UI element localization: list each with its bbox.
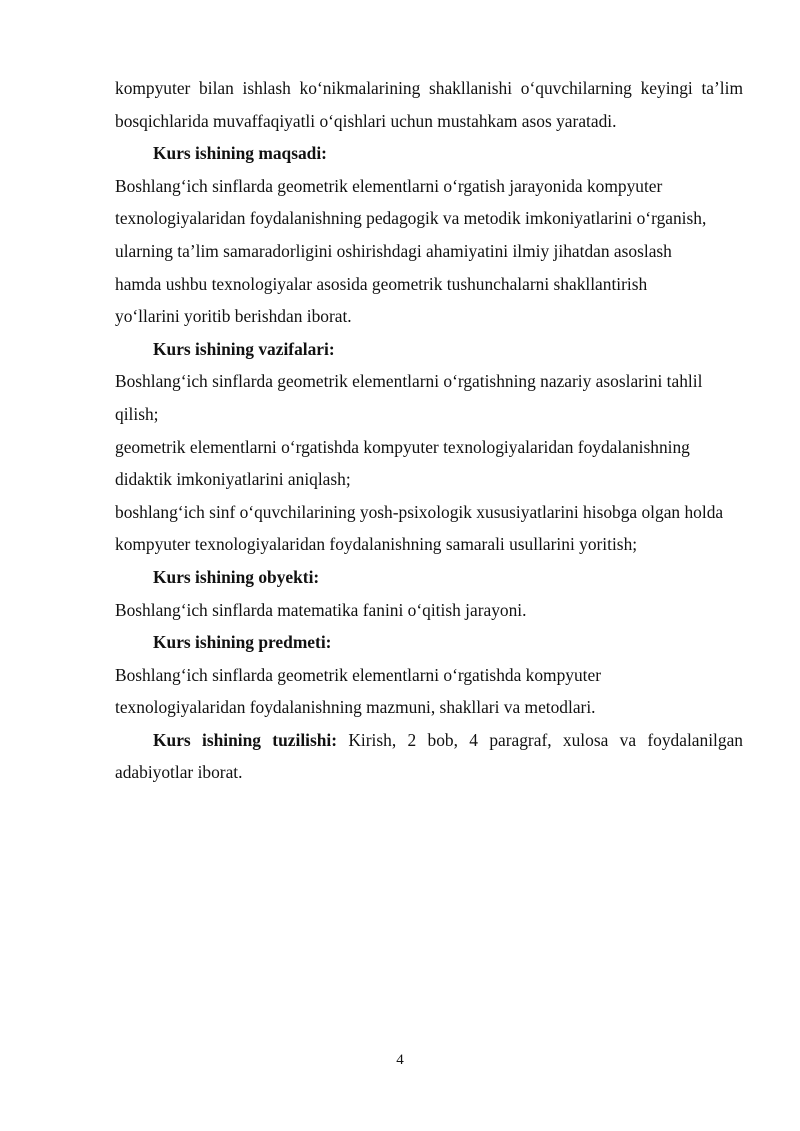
task-item-1: Boshlang‘ich sinflarda geometrik elementlarni o‘rgatishning nazariy asoslarini tahlil qilish; xyxy=(115,371,703,424)
document-body xyxy=(115,72,743,789)
task-item-3: boshlang‘ich sinf o‘quvchilarining yosh-psixologik xususiyatlarini hisobga olgan holda kompyuter texnologiyalaridan foydalanishning samarali usullarini yoritish; xyxy=(115,501,724,555)
goal-heading: Kurs ishining maqsadi: xyxy=(153,143,327,164)
task-item-2: geometrik elementlarni o‘rgatishda kompyuter texnologiyalaridan foydalanishning didaktik imkoniyatlarini aniqlash; xyxy=(115,436,690,490)
object-paragraph: Boshlang‘ich sinflarda matematika fanini o‘qitish jarayoni. xyxy=(115,599,527,620)
tasks-heading: Kurs ishining vazifalari: xyxy=(153,338,335,359)
structure-heading: Kurs ishining tuzilishi: xyxy=(153,729,338,750)
subject-paragraph: Boshlang‘ich sinflarda geometrik elementlarni o‘rgatishda kompyuter texnologiyalaridan foydalanishning mazmuni, shakllari va metodlari. xyxy=(115,664,601,718)
goal-paragraph: Boshlang‘ich sinflarda geometrik elementlarni o‘rgatish jarayonida kompyuter texnologiyalaridan foydalanishning pedagogik va metodik imkoniyatlarini o‘rganish, ularning ta’lim samaradorligini oshirishdagi ahamiyatini ilmiy jihatdan asoslash hamda ushbu texnologiyalar asosida geometrik tushunchalarni shakllantirish yo‘llarini yoritib berishdan iborat. xyxy=(115,175,707,327)
structure-paragraph xyxy=(115,724,743,789)
intro-paragraph: kompyuter bilan ishlash ko‘nikmalarining shakllanishi o‘quvchilarning keyingi ta’lim bosqichlarida muvaffaqiyatli o‘qishlari uchun mustahkam asos yaratadi. xyxy=(115,78,743,131)
subject-heading: Kurs ishining predmeti: xyxy=(153,632,332,653)
page-number: 4 xyxy=(396,1052,404,1068)
structure-text: Kirish, 2 bob, 4 paragraf, xulosa va foydalanilgan adabiyotlar iborat. xyxy=(115,729,743,783)
object-heading: Kurs ishining obyekti: xyxy=(153,566,320,587)
